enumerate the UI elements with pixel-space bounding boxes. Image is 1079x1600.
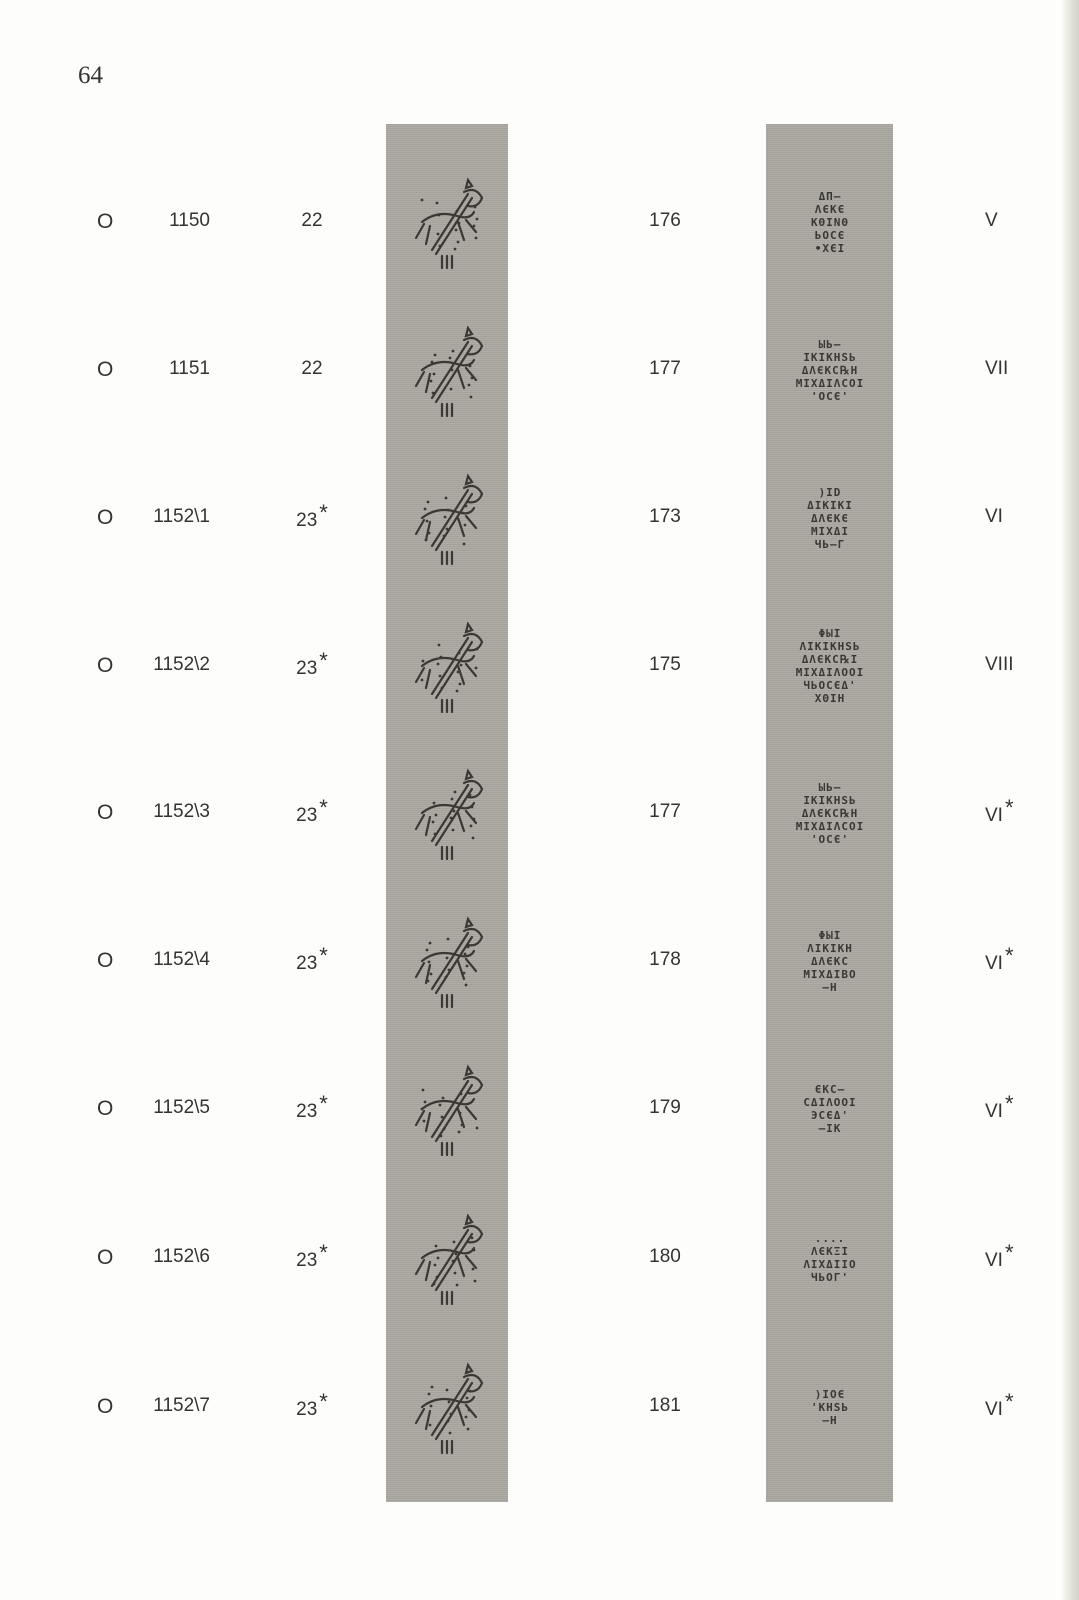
seal-obverse bbox=[402, 1208, 496, 1308]
seal-obverse bbox=[402, 911, 496, 1011]
row-weight-text: 23 bbox=[296, 1101, 318, 1122]
inscription-line: )ΙD bbox=[818, 485, 842, 499]
inscription-line: ΦЫΙ bbox=[818, 928, 842, 942]
row-number bbox=[640, 1097, 690, 1119]
row-period bbox=[985, 1389, 1055, 1421]
asterisk-mark: * bbox=[319, 1389, 328, 1414]
row-number-text: 176 bbox=[649, 210, 681, 231]
row-code bbox=[140, 654, 210, 676]
row-weight bbox=[282, 648, 342, 680]
row-number-text: 179 bbox=[649, 1097, 681, 1118]
inscription-line: ЧЬОГ' bbox=[810, 1271, 850, 1284]
inscription-line: ЧЬОСЄΔ' bbox=[803, 679, 857, 692]
row-weight bbox=[282, 943, 342, 975]
row-weight bbox=[282, 1240, 342, 1272]
row-number bbox=[640, 801, 690, 823]
row-period-text: VIII bbox=[985, 654, 1014, 675]
row-number bbox=[640, 358, 690, 380]
row-code-text: 1152\7 bbox=[153, 1395, 210, 1416]
row-code bbox=[140, 1097, 210, 1119]
inscription-line: ΛΙΚΙΚΗ bbox=[807, 941, 853, 955]
inscription-line: 'ОСЄ' bbox=[810, 832, 850, 846]
row-letter bbox=[97, 1246, 119, 1270]
inscription-line: ΔΛЄΚС bbox=[810, 954, 850, 968]
seal-obverse-horseman-image bbox=[402, 616, 496, 716]
seal-reverse-inscription bbox=[780, 320, 880, 420]
inscription-line: ЫЬ– bbox=[818, 337, 842, 351]
inscription-line: –Η bbox=[822, 1413, 838, 1427]
seal-obverse bbox=[402, 172, 496, 272]
row-period bbox=[985, 506, 1055, 528]
row-letter-text: О bbox=[97, 949, 114, 972]
row-weight-text: 22 bbox=[301, 358, 323, 379]
row-letter-text: О bbox=[97, 1395, 114, 1418]
asterisk-mark: * bbox=[319, 648, 328, 673]
row-letter bbox=[97, 654, 119, 678]
seal-obverse bbox=[402, 1357, 496, 1457]
row-number bbox=[640, 210, 690, 232]
seal-obverse-horseman-image bbox=[402, 468, 496, 568]
inscription-line: ΜΙΧΔΙΛСОΙ bbox=[795, 819, 865, 833]
inscription-line: –Η bbox=[822, 980, 838, 994]
inscription-line: –ΙΚ bbox=[818, 1122, 842, 1135]
row-code-text: 1152\6 bbox=[153, 1246, 210, 1267]
row-code-text: 1150 bbox=[169, 210, 210, 231]
row-number bbox=[640, 654, 690, 676]
inscription-line: ΚΘΙΝΘ bbox=[810, 215, 850, 229]
row-number-text: 178 bbox=[649, 949, 681, 970]
row-code bbox=[140, 358, 210, 380]
asterisk-mark: * bbox=[1004, 943, 1014, 968]
inscription-line: ΔΛЄΚС℞Ι bbox=[801, 653, 859, 666]
row-number-text: 180 bbox=[649, 1246, 681, 1267]
inscription-line: ΜΙΧΔΙΛΟΟΙ bbox=[795, 666, 865, 679]
seal-reverse-inscription bbox=[780, 1059, 880, 1159]
row-period bbox=[985, 1240, 1055, 1272]
row-letter-text: О bbox=[97, 654, 114, 677]
row-code-text: 1152\3 bbox=[153, 801, 210, 822]
row-number-text: 181 bbox=[649, 1395, 681, 1416]
inscription-line: ΔΙΚΙΚΙ bbox=[807, 498, 853, 512]
seal-obverse-horseman-image bbox=[402, 320, 496, 420]
inscription-line: .... bbox=[814, 1232, 846, 1245]
seal-obverse-horseman-image bbox=[402, 1059, 496, 1159]
inscription-line: ΛΙΚΙΚΗЅЬ bbox=[799, 640, 861, 653]
seal-reverse-inscription bbox=[780, 616, 880, 716]
row-period-text: VI bbox=[985, 1101, 1003, 1122]
row-letter bbox=[97, 506, 119, 530]
row-period-text: VI bbox=[985, 953, 1003, 974]
row-weight bbox=[282, 795, 342, 827]
row-letter-text: О bbox=[97, 1097, 114, 1120]
inscription-line: ЭСЄΔ' bbox=[810, 1109, 850, 1122]
row-period-text: VI bbox=[985, 1399, 1003, 1420]
asterisk-mark: * bbox=[319, 943, 328, 968]
row-weight bbox=[282, 1091, 342, 1123]
row-letter-text: О bbox=[97, 358, 114, 381]
row-weight-text: 22 bbox=[301, 210, 323, 231]
asterisk-mark: * bbox=[319, 1091, 328, 1116]
row-number bbox=[640, 949, 690, 971]
row-weight bbox=[282, 358, 342, 380]
row-letter bbox=[97, 949, 119, 973]
seal-obverse bbox=[402, 763, 496, 863]
row-letter bbox=[97, 1395, 119, 1419]
row-weight bbox=[282, 1389, 342, 1421]
inscription-line: ΦЫΙ bbox=[818, 627, 842, 640]
seal-reverse-inscription bbox=[780, 911, 880, 1011]
row-period-text: VI bbox=[985, 1250, 1003, 1271]
inscription-line: ΙΚΙΚΗЅЬ bbox=[803, 350, 857, 364]
row-code-text: 1152\4 bbox=[153, 949, 210, 970]
row-letter-text: О bbox=[97, 1246, 114, 1269]
row-code-text: 1152\1 bbox=[153, 506, 210, 527]
row-letter-text: О bbox=[97, 801, 114, 824]
row-period bbox=[985, 654, 1055, 676]
row-letter bbox=[97, 210, 119, 234]
row-period-text: VII bbox=[985, 358, 1009, 379]
inscription-line: ΔΛЄΚС℞Н bbox=[801, 806, 859, 820]
asterisk-mark: * bbox=[1004, 1091, 1014, 1116]
row-weight bbox=[282, 500, 342, 532]
seal-obverse bbox=[402, 320, 496, 420]
row-weight-text: 23 bbox=[296, 1250, 318, 1271]
row-code bbox=[140, 210, 210, 232]
inscription-line: ЫЬ– bbox=[818, 780, 842, 794]
row-code bbox=[140, 1246, 210, 1268]
seal-reverse-inscription bbox=[780, 1357, 880, 1457]
asterisk-mark: * bbox=[1004, 1389, 1014, 1414]
inscription-line: ЧЬ–Г bbox=[814, 537, 846, 551]
inscription-line: 'ΚΗЅЬ bbox=[810, 1400, 850, 1414]
row-period-text: VI bbox=[985, 506, 1003, 527]
inscription-line: ΙΚΙΚΗЅЬ bbox=[803, 793, 857, 807]
row-period bbox=[985, 358, 1055, 380]
row-weight-text: 23 bbox=[296, 658, 318, 679]
inscription-line: ΛЄКЄ bbox=[814, 202, 846, 216]
row-number bbox=[640, 1246, 690, 1268]
inscription-line: ΜΙΧΔΙΛСОΙ bbox=[795, 376, 865, 390]
row-weight-text: 23 bbox=[296, 510, 318, 531]
seal-obverse bbox=[402, 1059, 496, 1159]
row-number-text: 177 bbox=[649, 358, 681, 379]
seal-obverse bbox=[402, 468, 496, 568]
inscription-line: ΜΙΧΔΙΒΟ bbox=[803, 967, 857, 981]
row-letter bbox=[97, 358, 119, 382]
row-period bbox=[985, 795, 1055, 827]
row-letter-text: О bbox=[97, 506, 114, 529]
row-code bbox=[140, 801, 210, 823]
row-code bbox=[140, 506, 210, 528]
page-edge-shadow bbox=[1061, 0, 1079, 1600]
seal-obverse-horseman-image bbox=[402, 1208, 496, 1308]
asterisk-mark: * bbox=[1004, 795, 1014, 820]
asterisk-mark: * bbox=[319, 1240, 328, 1265]
inscription-line: ЬОСЄ bbox=[814, 228, 846, 242]
seal-obverse-horseman-image bbox=[402, 763, 496, 863]
row-number-text: 173 bbox=[649, 506, 681, 527]
asterisk-mark: * bbox=[1004, 1240, 1014, 1265]
inscription-line: ΔП– bbox=[818, 189, 842, 203]
inscription-line: ΔΛЄΚЄ bbox=[810, 511, 850, 525]
row-letter bbox=[97, 801, 119, 825]
seal-obverse-horseman-image bbox=[402, 1357, 496, 1457]
seal-reverse-inscription bbox=[780, 172, 880, 272]
row-weight-text: 23 bbox=[296, 805, 318, 826]
seal-obverse-horseman-image bbox=[402, 172, 496, 272]
row-weight bbox=[282, 210, 342, 232]
asterisk-mark: * bbox=[319, 500, 328, 525]
row-number bbox=[640, 506, 690, 528]
seal-reverse-inscription bbox=[780, 763, 880, 863]
row-letter-text: О bbox=[97, 210, 114, 233]
inscription-line: ΧΘΙΗ bbox=[814, 692, 846, 705]
seal-reverse-inscription bbox=[780, 468, 880, 568]
inscription-line: ΛЄΚΞΙ bbox=[810, 1245, 850, 1258]
page-number: 64 bbox=[78, 62, 103, 89]
row-weight-text: 23 bbox=[296, 1399, 318, 1420]
asterisk-mark: * bbox=[319, 795, 328, 820]
inscription-line: СΔΙΛΟΟΙ bbox=[803, 1096, 857, 1109]
row-code-text: 1152\5 bbox=[153, 1097, 210, 1118]
row-number bbox=[640, 1395, 690, 1417]
row-weight-text: 23 bbox=[296, 953, 318, 974]
row-period bbox=[985, 210, 1055, 232]
inscription-line: )ΙОЄ bbox=[814, 1387, 846, 1401]
seal-reverse-inscription bbox=[780, 1208, 880, 1308]
inscription-line: ΛΙΧΔΙΙΟ bbox=[803, 1258, 857, 1271]
inscription-line: 'ОСЄ' bbox=[810, 389, 850, 403]
row-number-text: 177 bbox=[649, 801, 681, 822]
row-period bbox=[985, 943, 1055, 975]
seal-obverse-horseman-image bbox=[402, 911, 496, 1011]
row-code-text: 1152\2 bbox=[153, 654, 210, 675]
inscription-line: •ΧЄΙ bbox=[814, 241, 846, 255]
inscription-line: ΔΛЄΚС℞Н bbox=[801, 363, 859, 377]
row-code bbox=[140, 949, 210, 971]
row-period bbox=[985, 1091, 1055, 1123]
inscription-line: ΜΙΧΔΙ bbox=[810, 524, 850, 538]
row-number-text: 175 bbox=[649, 654, 681, 675]
row-period-text: V bbox=[985, 210, 998, 231]
row-period-text: VI bbox=[985, 805, 1003, 826]
row-code bbox=[140, 1395, 210, 1417]
inscription-line: ЄΚС– bbox=[814, 1083, 846, 1096]
row-code-text: 1151 bbox=[169, 358, 210, 379]
seal-obverse bbox=[402, 616, 496, 716]
row-letter bbox=[97, 1097, 119, 1121]
